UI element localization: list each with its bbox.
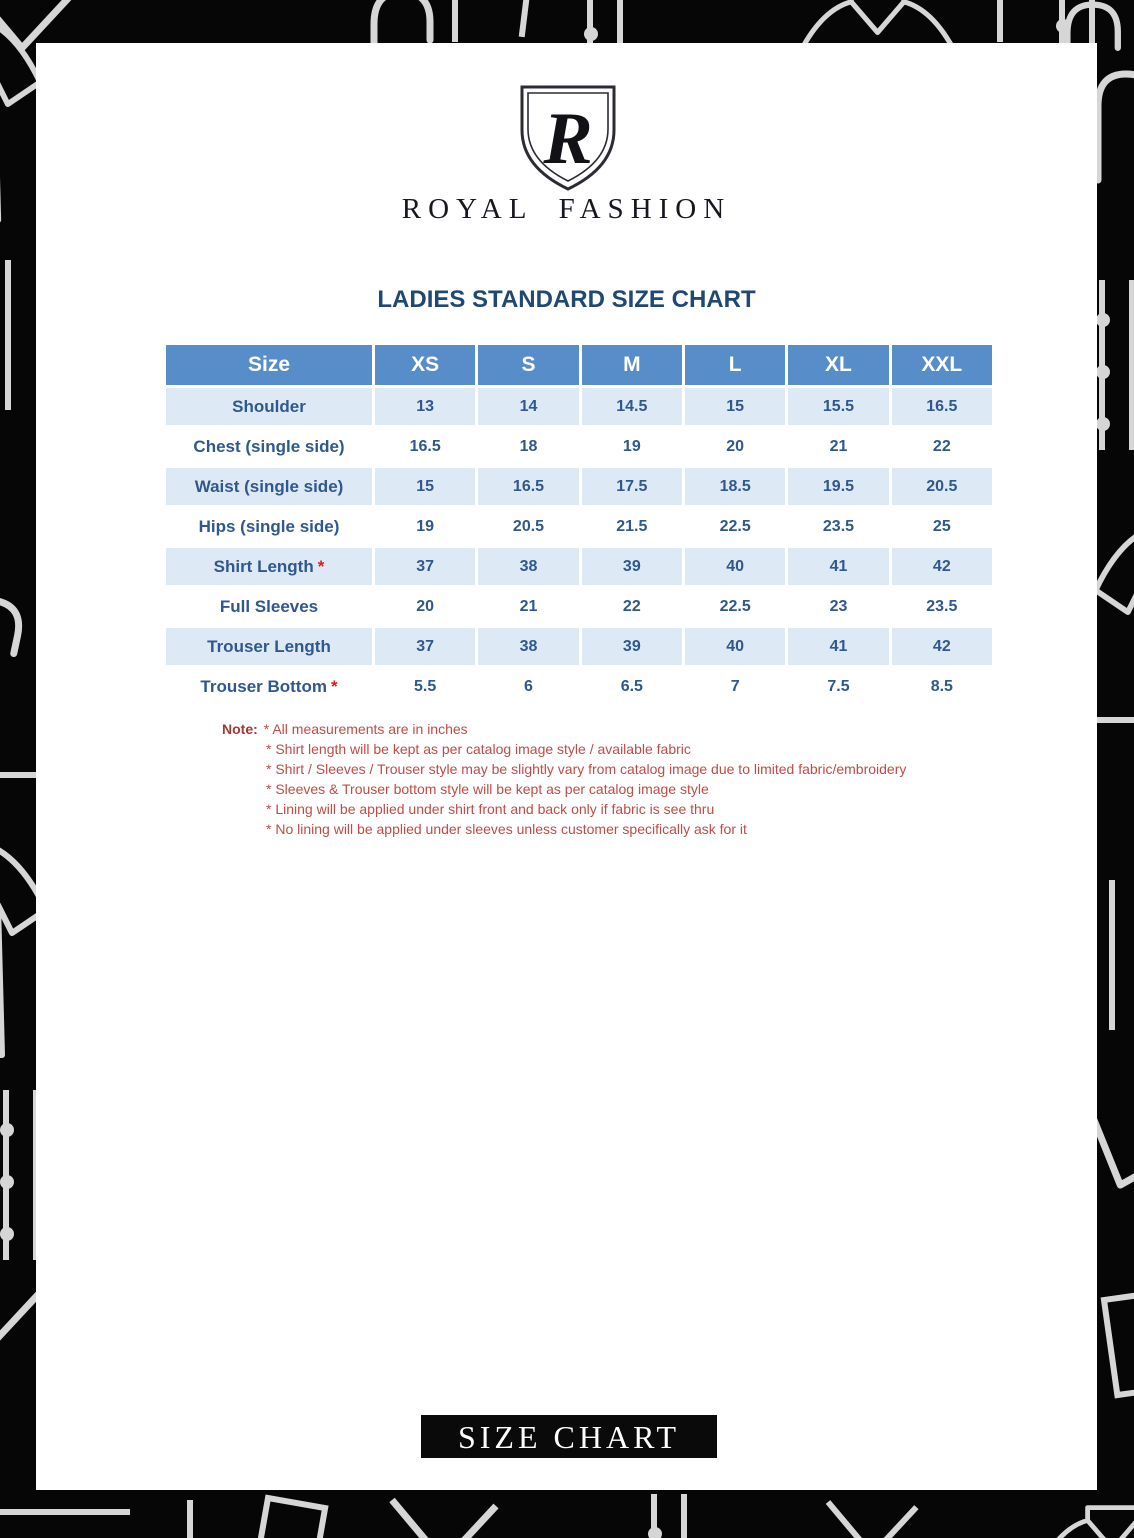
size-value-cell: 20.5: [892, 468, 992, 505]
size-value-cell: 7.5: [788, 668, 888, 705]
size-value-cell: 21.5: [582, 508, 682, 545]
size-value-cell: 14: [478, 388, 578, 425]
col-header: XS: [375, 345, 475, 385]
size-value-cell: 23.5: [788, 508, 888, 545]
size-value-cell: 15: [375, 468, 475, 505]
table-row: [166, 468, 992, 505]
note-item: * All measurements are in inches: [263, 721, 468, 737]
size-value-cell: 15.5: [788, 388, 888, 425]
size-value-cell: 22: [582, 588, 682, 625]
size-value-cell: 8.5: [892, 668, 992, 705]
size-value-cell: 18: [478, 428, 578, 465]
col-header: S: [478, 345, 578, 385]
row-label: [166, 508, 372, 545]
size-table-header-row: [166, 345, 992, 385]
note-item: * Shirt / Sleeves / Trouser style may be slightly vary from catalog image due to limited fabric/embroidery: [266, 761, 907, 777]
row-label: [166, 628, 372, 665]
table-row: [166, 548, 992, 585]
size-table-wrap: [163, 342, 995, 708]
note-label: Note:: [222, 721, 258, 737]
row-label: [166, 548, 372, 585]
note-line: [222, 719, 1022, 739]
size-value-cell: 18.5: [685, 468, 785, 505]
table-row: [166, 668, 992, 705]
size-value-cell: 39: [582, 628, 682, 665]
size-value-cell: 6: [478, 668, 578, 705]
row-label: [166, 468, 372, 505]
brand-name: ROYAL FASHION: [401, 193, 732, 225]
notes: [222, 719, 1022, 839]
shield-crest-icon: [515, 83, 621, 193]
row-label-text: Shoulder: [232, 396, 306, 416]
size-value-cell: 22.5: [685, 508, 785, 545]
asterisk-mark: *: [317, 556, 325, 576]
size-value-cell: 13: [375, 388, 475, 425]
size-value-cell: 40: [685, 628, 785, 665]
document-content: [36, 43, 1097, 1490]
col-header-size: Size: [166, 345, 372, 385]
size-value-cell: 22.5: [685, 588, 785, 625]
size-value-cell: 15: [685, 388, 785, 425]
note-item: * Shirt length will be kept as per catalog image style / available fabric: [266, 741, 691, 757]
size-value-cell: 19: [375, 508, 475, 545]
row-label-text: Shirt Length: [213, 556, 314, 576]
row-label-text: Full Sleeves: [219, 596, 319, 616]
size-value-cell: 16.5: [478, 468, 578, 505]
col-header: M: [582, 345, 682, 385]
note-item: * Sleeves & Trouser bottom style will be kept as per catalog image style: [266, 781, 709, 797]
col-header: L: [685, 345, 785, 385]
table-row: [166, 508, 992, 545]
size-value-cell: 20: [685, 428, 785, 465]
page-title: LADIES STANDARD SIZE CHART: [377, 286, 756, 313]
size-value-cell: 14.5: [582, 388, 682, 425]
size-value-cell: 19: [582, 428, 682, 465]
note-item: * Lining will be applied under shirt front and back only if fabric is see thru: [266, 801, 715, 817]
size-value-cell: 21: [478, 588, 578, 625]
row-label: [166, 588, 372, 625]
size-value-cell: 16.5: [892, 388, 992, 425]
size-value-cell: 42: [892, 548, 992, 585]
col-header: XL: [788, 345, 888, 385]
table-row: [166, 588, 992, 625]
size-value-cell: 20.5: [478, 508, 578, 545]
size-value-cell: 38: [478, 628, 578, 665]
row-label-text: Chest (single side): [193, 436, 345, 456]
size-value-cell: 7: [685, 668, 785, 705]
size-value-cell: 40: [685, 548, 785, 585]
table-row: [166, 628, 992, 665]
size-value-cell: 42: [892, 628, 992, 665]
size-value-cell: 19.5: [788, 468, 888, 505]
size-table: [163, 342, 995, 708]
row-label-text: Trouser Length: [207, 636, 331, 656]
size-value-cell: 23: [788, 588, 888, 625]
size-value-cell: 16.5: [375, 428, 475, 465]
footer-size-chart-banner: SIZE CHART: [421, 1415, 717, 1458]
asterisk-mark: *: [330, 676, 338, 696]
size-value-cell: 17.5: [582, 468, 682, 505]
size-value-cell: 41: [788, 548, 888, 585]
size-value-cell: 20: [375, 588, 475, 625]
size-value-cell: 37: [375, 628, 475, 665]
size-value-cell: 22: [892, 428, 992, 465]
row-label-text: Hips (single side): [198, 516, 340, 536]
table-row: [166, 388, 992, 425]
note-list: [222, 739, 1022, 839]
size-value-cell: 23.5: [892, 588, 992, 625]
row-label: [166, 668, 372, 705]
size-value-cell: 37: [375, 548, 475, 585]
size-value-cell: 41: [788, 628, 888, 665]
note-item: * No lining will be applied under sleeves unless customer specifically ask for it: [266, 821, 747, 837]
col-header: XXL: [892, 345, 992, 385]
size-value-cell: 21: [788, 428, 888, 465]
row-label-text: Trouser Bottom: [200, 676, 327, 696]
row-label: [166, 428, 372, 465]
size-value-cell: 39: [582, 548, 682, 585]
size-value-cell: 38: [478, 548, 578, 585]
size-value-cell: 6.5: [582, 668, 682, 705]
row-label: [166, 388, 372, 425]
size-value-cell: 5.5: [375, 668, 475, 705]
size-value-cell: 25: [892, 508, 992, 545]
row-label-text: Waist (single side): [194, 476, 344, 496]
table-row: [166, 428, 992, 465]
monogram-letter: R: [543, 98, 593, 180]
